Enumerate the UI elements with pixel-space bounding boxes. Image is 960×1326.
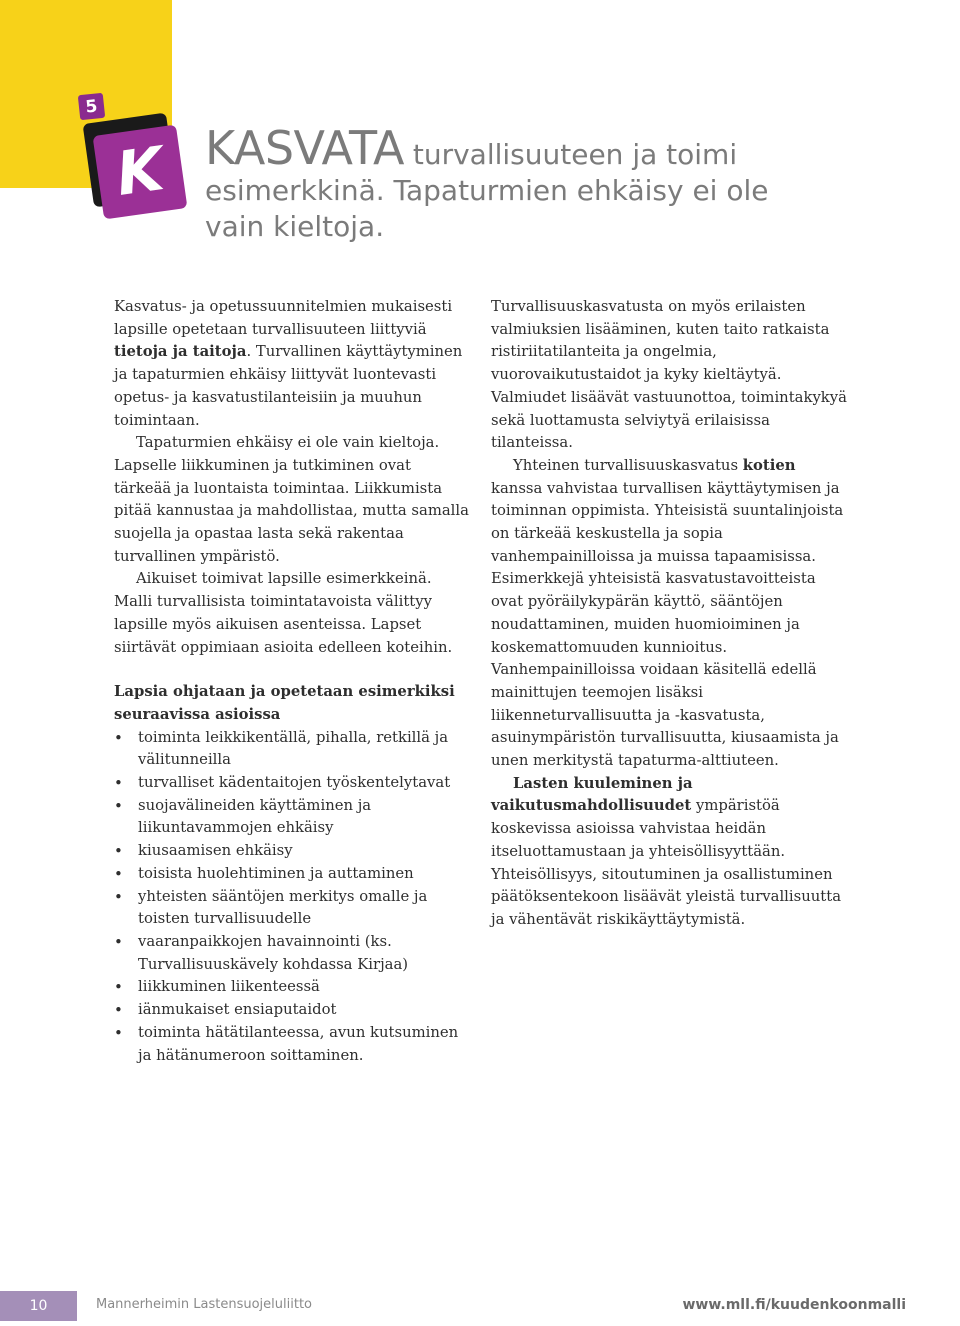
chapter-number-badge: 5 — [78, 93, 105, 120]
list-item: • toiminta hätätilanteessa, avun kutsuminen ja hätänumeroon soittaminen. — [114, 1022, 472, 1067]
right-paragraph-3 — [491, 773, 851, 932]
list-item: • toiminta leikkikentällä, pihalla, retkillä ja välitunneilla — [114, 727, 472, 772]
left-p1-text-a: Kasvatus- ja opetussuunnitelmien mukaisesti lapsille opetetaan turvallisuuteen liittyviä — [114, 298, 453, 338]
headline-keyword: KASVATA — [205, 121, 404, 175]
footer-url-link[interactable]: www.mll.fi/kuudenkoonmalli — [682, 1297, 906, 1313]
footer-organization: Mannerheimin Lastensuojeluliitto — [96, 1297, 312, 1312]
list-item: • iänmukaiset ensiaputaidot — [114, 999, 472, 1022]
right-paragraph-2 — [491, 455, 851, 773]
safety-topics-list — [114, 727, 472, 1068]
right-column — [491, 296, 851, 932]
list-item: • yhteisten sääntöjen merkitys omalle ja toisten turvallisuudelle — [114, 886, 472, 931]
list-subheading: Lapsia ohjataan ja opetetaan esimerkiksi seuraavissa asioissa — [114, 683, 455, 723]
list-item: • kiusaamisen ehkäisy — [114, 840, 472, 863]
left-paragraph-3: Aikuiset toimivat lapsille esimerkkeinä. Malli turvallisista toimintatavoista välittyy lapsille myös aikuisen asenteissa. Lapset siirtävät oppimiaan asioita edelleen koteihin. — [114, 570, 453, 656]
list-item: • turvalliset kädentaitojen työskentelytavat — [114, 772, 472, 795]
right-p3-text-b: ympäristöä koskevissa asioissa vahvistaa heidän itseluottamustaan ja yhteisöllisyyttään. Yhteisöllisyys, sitoutuminen ja osallistuminen päätöksentekoon lisäävät yleistä turvallisuutta ja vähentävät riskikäyttäytymistä. — [491, 797, 842, 928]
right-paragraph-1: Turvallisuuskasvatusta on myös erilaisten valmiuksien lisääminen, kuten taito ratkaista ristiriitatilanteita ja ongelmia, vuorovaikutustaidot ja kyky kieltäytyä. Valmiudet lisäävät vastuunottoa, toimintakykyä sekä luottamusta selviytyä erilaisissa tilanteissa. — [491, 298, 847, 452]
list-item: • suojavälineiden käyttäminen ja liikuntavammojen ehkäisy — [114, 795, 472, 840]
headline-line1-rest: turvallisuuteen ja toimi — [403, 138, 738, 171]
right-p2-bold: kotien — [742, 456, 796, 474]
right-p3-bold: Lasten kuuleminen ja vaikutusmahdollisuudet — [491, 774, 693, 815]
page-footer — [0, 1291, 960, 1321]
page-number: 10 — [0, 1291, 77, 1321]
right-p2-text-a: Yhteinen turvallisuuskasvatus — [513, 456, 743, 474]
left-p1-text-c: . Turvallinen käyttäytyminen ja tapaturmien ehkäisy liittyvät luontevasti opetus- ja kasvatustilanteisiin ja muuhun toimintaan. — [114, 343, 463, 429]
left-paragraph-1 — [114, 296, 472, 432]
list-item: • liikkuminen liikenteessä — [114, 976, 472, 999]
k-logo — [88, 118, 188, 222]
k-logo-letter: K — [93, 125, 188, 220]
page-headline — [205, 121, 845, 245]
left-column — [114, 296, 472, 1067]
left-paragraph-2: Tapaturmien ehkäisy ei ole vain kieltoja. Lapselle liikkuminen ja tutkiminen ovat tärkeää ja luontaista toimintaa. Liikkumista pitää kannustaa ja mahdollistaa, mutta samalla suojella ja opastaa lasta sekä rakentaa turvallinen ympäristö. — [114, 434, 469, 565]
right-p2-text-c: kanssa vahvistaa turvallisen käyttäytymisen ja toiminnan oppimista. Yhteisistä suuntalinjoista on tärkeää keskustella ja sopia vanhempainilloissa ja muissa tapaamisissa. Esimerkkejä yhteisistä kasvatustavoitteista ovat pyöräilykypärän käyttö, sääntöjen noudattaminen, muiden huomioiminen ja koskemattomuuden kunnioitus. Vanhempainilloissa voidaan käsitellä edellä mainittujen teemojen lisäksi liikenneturvallisuutta ja -kasvatusta, asuinympäristön turvallisuutta, kiusaamista ja unen merkitystä tapaturma-alttiuteen. — [491, 479, 844, 770]
headline-line2: esimerkkinä. Tapaturmien ehkäisy ei ole — [205, 174, 769, 207]
left-p1-bold: tietoja ja taitoja — [114, 343, 247, 361]
list-item: • toisista huolehtiminen ja auttaminen — [114, 863, 472, 886]
headline-line3: vain kieltoja. — [205, 210, 385, 243]
list-item: • vaaranpaikkojen havainnointi (ks. Turvallisuuskävely kohdassa Kirjaa) — [114, 931, 472, 976]
